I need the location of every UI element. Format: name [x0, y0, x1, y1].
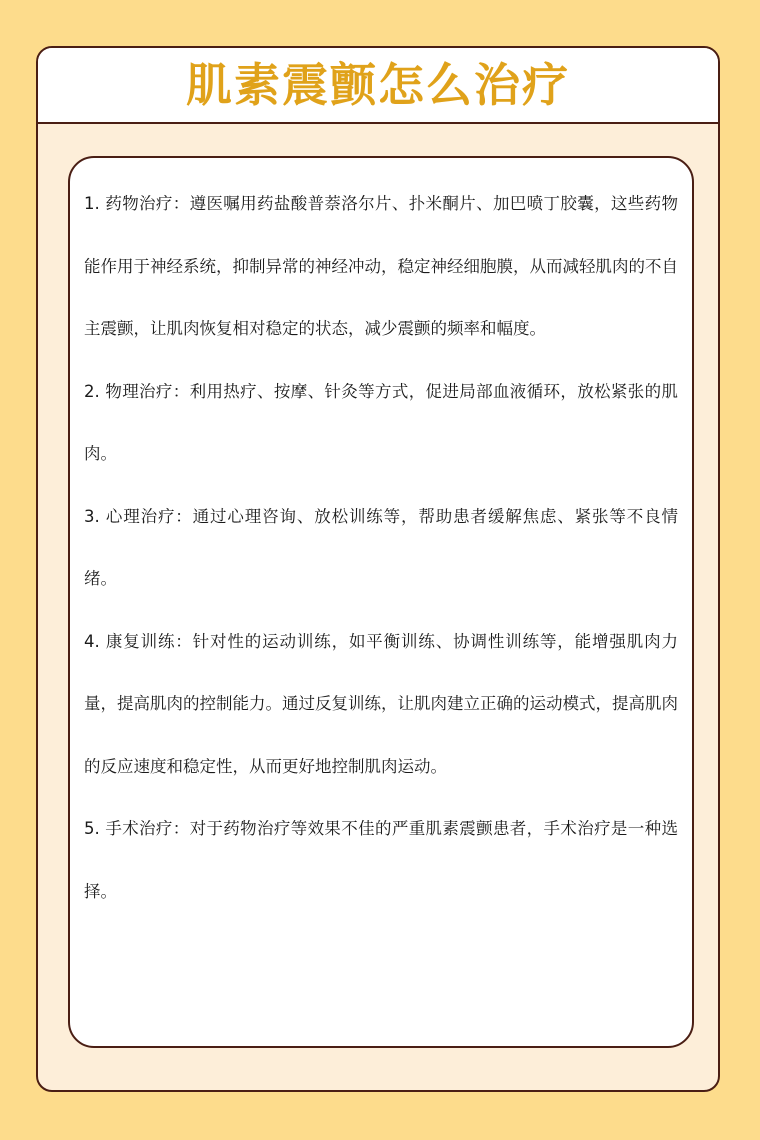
paragraph-physical-therapy: 2. 物理治疗：利用热疗、按摩、针灸等方式，促进局部血液循环，放松紧张的肌肉。: [84, 381, 678, 463]
title-bar: [38, 48, 718, 124]
paragraph-surgery: 5. 手术治疗：对于药物治疗等效果不佳的严重肌素震颤患者，手术治疗是一种选择。: [84, 819, 678, 901]
outer-card: [36, 46, 720, 1092]
content-card: [68, 156, 694, 1048]
paragraph-medication: 1. 药物治疗：遵医嘱用药盐酸普萘洛尔片、扑米酮片、加巴喷丁胶囊，这些药物能作用于神经系统，抑制异常的神经冲动，稳定神经细胞膜，从而减轻肌肉的不自主震颤，让肌肉恢复相对稳定的状态，减少震颤的频率和幅度。: [84, 194, 678, 338]
paragraph-psychological-therapy: 3. 心理治疗：通过心理咨询、放松训练等，帮助患者缓解焦虑、紧张等不良情绪。: [84, 506, 678, 588]
paragraph-rehabilitation: 4. 康复训练：针对性的运动训练，如平衡训练、协调性训练等，能增强肌肉力量，提高肌肉的控制能力。通过反复训练，让肌肉建立正确的运动模式，提高肌肉的反应速度和稳定性，从而更好地控制肌肉运动。: [84, 631, 678, 776]
page-title: 肌素震颤怎么治疗: [186, 58, 570, 112]
